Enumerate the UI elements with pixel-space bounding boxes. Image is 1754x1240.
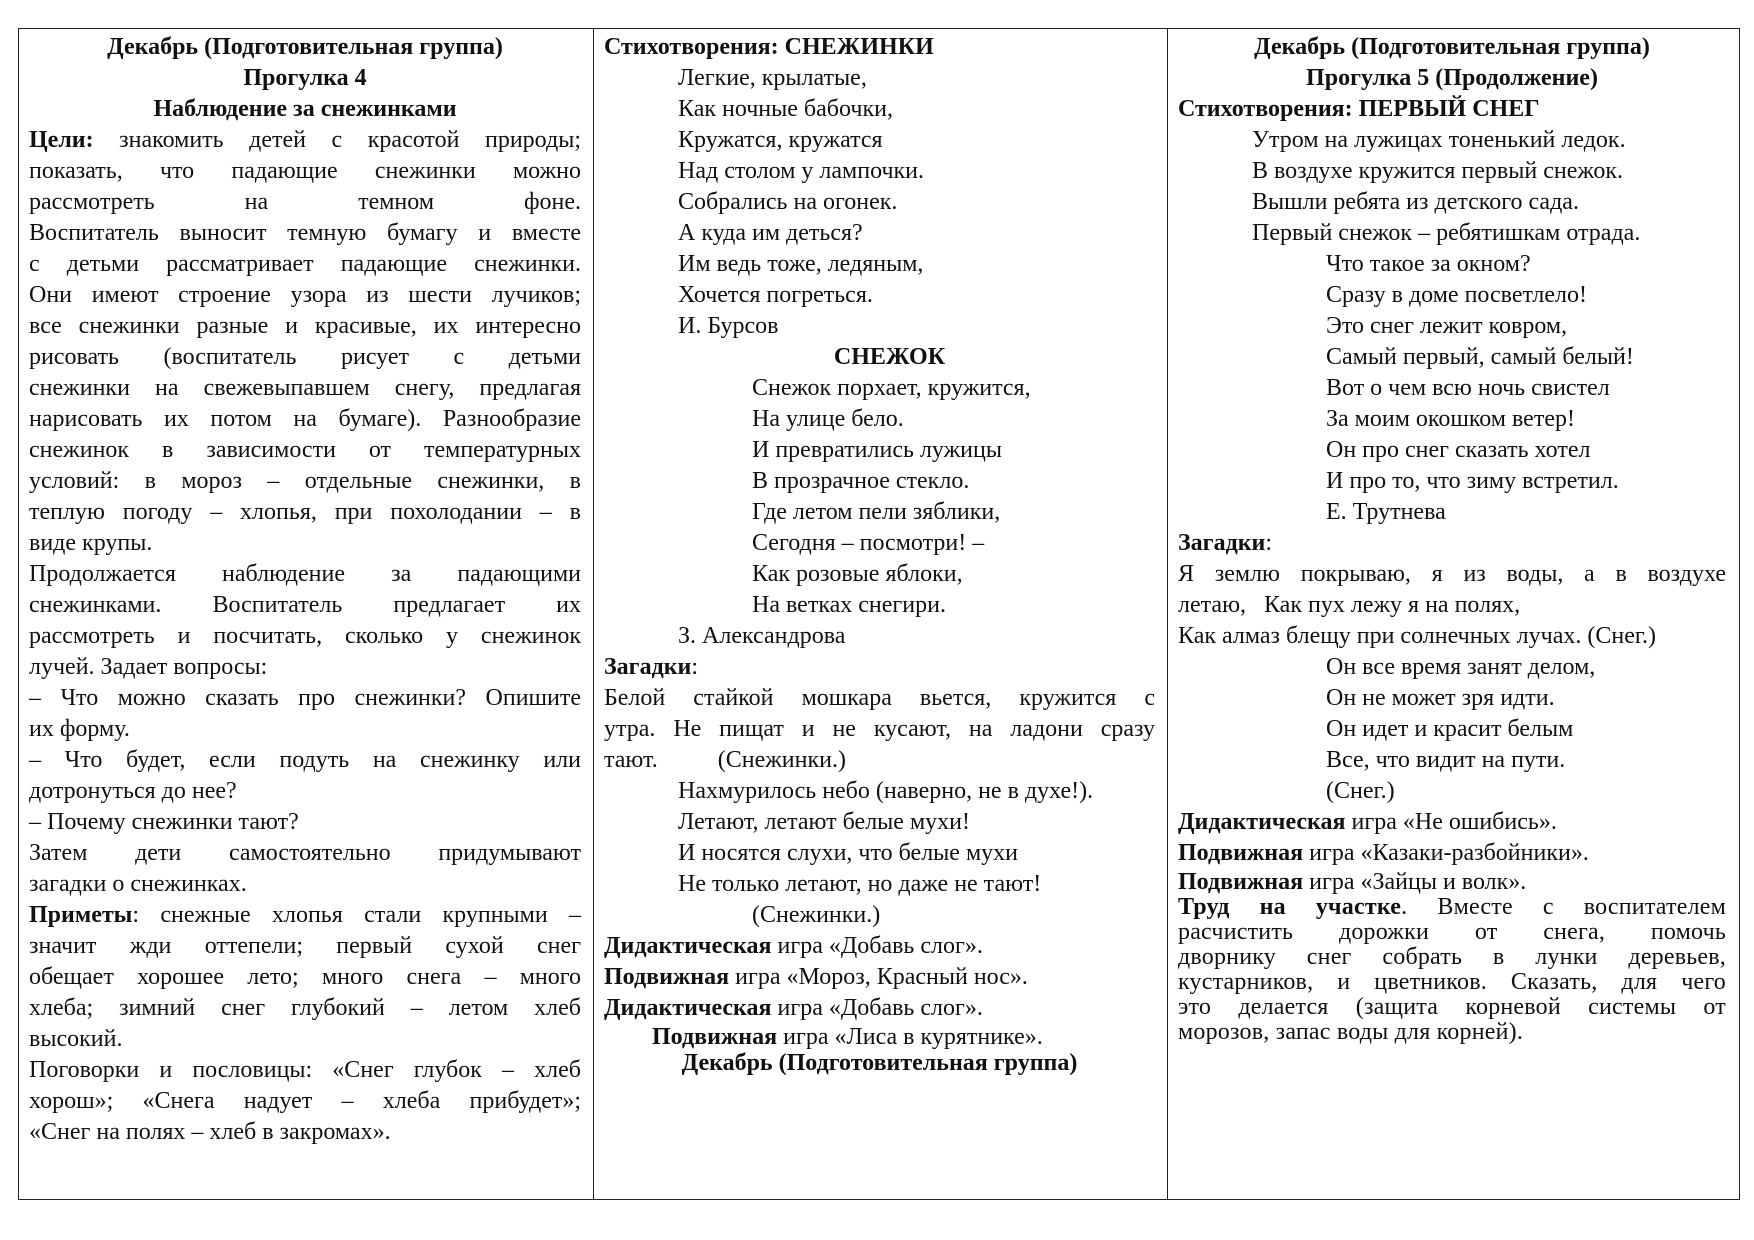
games-list	[1178, 807, 1726, 895]
game-item: Подвижная игра «Лиса в курятнике».	[652, 1024, 1043, 1050]
riddle-2: Он все время занят делом, Он не может зря идти. Он идет и красит белым Все, что видит на пути. (Снег.)	[1326, 654, 1596, 804]
signs-label: Приметы	[29, 902, 133, 928]
signs-paragraph: Приметы: снежные хлопья стали крупными – значит жди оттепели; первый сухой снег обещает хорошее лето; много снега – много хлеба; зимний снег глубокий – летом хлеб высокий.	[29, 902, 581, 1052]
poems-heading: Стихотворения: СНЕЖИНКИ	[604, 34, 934, 60]
poem-title-snezhok: СНЕЖОК	[833, 344, 946, 370]
column-header-month: Декабрь (Подготовительная группа)	[107, 34, 503, 60]
column-walk-4	[19, 29, 594, 1199]
poems-heading: Стихотворения: ПЕРВЫЙ СНЕГ	[1178, 96, 1540, 122]
riddles-label: Загадки	[1178, 530, 1266, 556]
observation-paragraph: Воспитатель выносит темную бумагу и вместе с детьми рассматривает падающие снежинки. Они имеют строение узора из шести лучиков; все снежинки разные и красивые, их интересно рисовать (воспитатель рисует с детьми снежинки на свежевыпавшем снегу, предлагая нарисовать их потом на бумаге). Разнообразие снежинок в зависимости от температурных условий: в мороз – отдельные снежинки, в теплую погоду – хлопья, при похолодании – в виде крупы.	[29, 220, 581, 556]
riddle-1: Белой стайкой мошкара вьется, кружится с утра. Не пищат и не кусают, на ладони сразу тают. (Снежинки.)	[604, 685, 1155, 773]
riddle-2: Нахмурилось небо (наверно, не в духе!). Летают, летают белые мухи! И носятся слухи, что белые мухи Не только летают, но даже не тают! (Снежинки.)	[678, 778, 1094, 928]
game-item: Дидактическая игра «Добавь слог».	[604, 995, 983, 1021]
walk-title: Прогулка 4	[243, 65, 367, 91]
poem-window: Что такое за окном? Сразу в доме посветлело! Это снег лежит ковром, Самый первый, самый белый! Вот о чем всю ночь свистел За моим окошком ветер! Он про снег сказать хотел И про то, что зиму встретил. Е. Трутнева	[1178, 249, 1726, 528]
questions-paragraph: Продолжается наблюдение за падающими снежинками. Воспитатель предлагает их рассмотреть и посчитать, сколько у снежинок лучей. Задает вопросы: – Что можно сказать про снежинки? Опишите их форму. – Что будет, если подуть на снежинку или дотронуться до нее? – Почему снежинки тают? Затем дети самостоятельно придумывают загадки о снежинках.	[29, 561, 581, 897]
game-item: Подвижная игра «Мороз, Красный нос».	[604, 964, 1028, 990]
poem-author: Е. Трутнева	[1326, 499, 1446, 525]
goals-label: Цели:	[29, 127, 94, 153]
game-item: Дидактическая игра «Добавь слог».	[604, 933, 983, 959]
walk-title: Прогулка 5 (Продолжение)	[1306, 65, 1598, 91]
page-table	[18, 28, 1740, 1200]
column-walk-5: Декабрь (Подготовительная группа) Прогулка 5 (Продолжение) Стихотворения: ПЕРВЫЙ СНЕГ Утром на лужицах тоненький ледок. В воздухе кружится первый снежок. Вышли ребята из детского сада. Первый снежок – ребятишкам отрада. Что такое за окном? Сразу в доме посветлело! Это снег лежит ковром, Самый первый, самый белый! Вот о чем всю ночь свистел За моим окошком ветер! Он про снег сказать хотел И про то, что зиму встретил. Е. Трутнева Загадки: Я землю покрываю, я из воды, а в воздухе летаю, Как пух лежу я на полях, Как алмаз блещу при солнечных лучах. (Снег.) Он все время занят делом, Он не может зря идти. Он идет и красит белым Все, что видит на пути. (Снег.) Дидактическая игра «Не ошибись». Подвижная игра «Казаки-разбойники». Подвижная игра «Зайцы и волк». Труд на участке. Вместе с воспитателем расчистить дорожки от снега, помочь дворнику снег собрать в лунки деревьев, кустарников, и цветников. Сказать, для чего это делается (защита корневой системы от морозов, запас воды для корней).	[1178, 34, 1726, 1045]
goals-paragraph: Цели: знакомить детей с красотой природы; показать, что падающие снежинки можно рассмотреть на темном фоне.	[29, 127, 581, 215]
riddle-1: Я землю покрываю, я из воды, а в воздухе летаю, Как пух лежу я на полях, Как алмаз блещу при солнечных лучах. (Снег.)	[1178, 561, 1726, 649]
sayings-paragraph: Поговорки и пословицы: «Снег глубок – хлеб хорош»; «Снега надует – хлеба прибудет»; «Снег на полях – хлеб в закромах».	[29, 1057, 581, 1145]
column-poems: Стихотворения: СНЕЖИНКИ Легкие, крылатые, Как ночные бабочки, Кружатся, кружатся Над столом у лампочки. Собрались на огонек. А куда им деться? Им ведь тоже, ледяным, Хочется погреться. И. Бурсов СНЕЖОК Снежок порхает, кружится, На улице бело. И превратились лужицы В прозрачное стекло. Где летом пели зяблики, Сегодня – посмотри! – Как розовые яблоки, На ветках снегири. З. Александрова Загадки: Белой стайкой мошкара вьется, кружится с утра. Не пищат и не кусают, на ладони сразу тают. (Снежинки.) Нахмурилось небо (наверно, не в духе!). Летают, летают белые мухи! И носятся слухи, что белые мухи Не только летают, но даже не тают! (Снежинки.) Дидактическая игра «Добавь слог». Подвижная игра «Мороз, Красный нос». Дидактическая игра «Добавь слог». Подвижная игра «Лиса в курятнике». Декабрь (Подготовительная группа)	[594, 29, 1168, 1199]
poem-snowflakes: Легкие, крылатые, Как ночные бабочки, Кружатся, кружатся Над столом у лампочки. Собрались на огонек. А куда им деться? Им ведь тоже, ледяным, Хочется погреться. И. Бурсов	[678, 65, 925, 339]
column-header-month: Декабрь (Подготовительная группа)	[1254, 34, 1650, 60]
labor-paragraph: Труд на участке. Вместе с воспитателем расчистить дорожки от снега, помочь дворнику снег собрать в лунки деревьев, кустарников, и цветников. Сказать, для чего это делается (защита корневой системы от морозов, запас воды для корней).	[1178, 894, 1726, 1045]
labor-label: Труд на участке	[1178, 894, 1402, 920]
poem-snezhok: Снежок порхает, кружится, На улице бело. И превратились лужицы В прозрачное стекло. Где летом пели зяблики, Сегодня – посмотри! – Как розовые яблоки, На ветках снегири. З. Александрова	[604, 373, 1155, 652]
column-footer-month: Декабрь (Подготовительная группа)	[681, 1050, 1078, 1076]
games-list	[604, 931, 1155, 1050]
game-item: Подвижная игра «Казаки-разбойники».	[1178, 840, 1589, 866]
game-item: Подвижная игра «Зайцы и волк».	[1178, 869, 1527, 895]
game-item: Дидактическая игра «Не ошибись».	[1178, 809, 1557, 835]
observation-title: Наблюдение за снежинками	[153, 96, 457, 122]
poem-first-snow: Утром на лужицах тоненький ледок. В воздухе кружится первый снежок. Вышли ребята из детского сада. Первый снежок – ребятишкам отрада.	[1252, 127, 1641, 246]
poem-author: З. Александрова	[678, 623, 846, 649]
riddles-label: Загадки	[604, 654, 692, 680]
